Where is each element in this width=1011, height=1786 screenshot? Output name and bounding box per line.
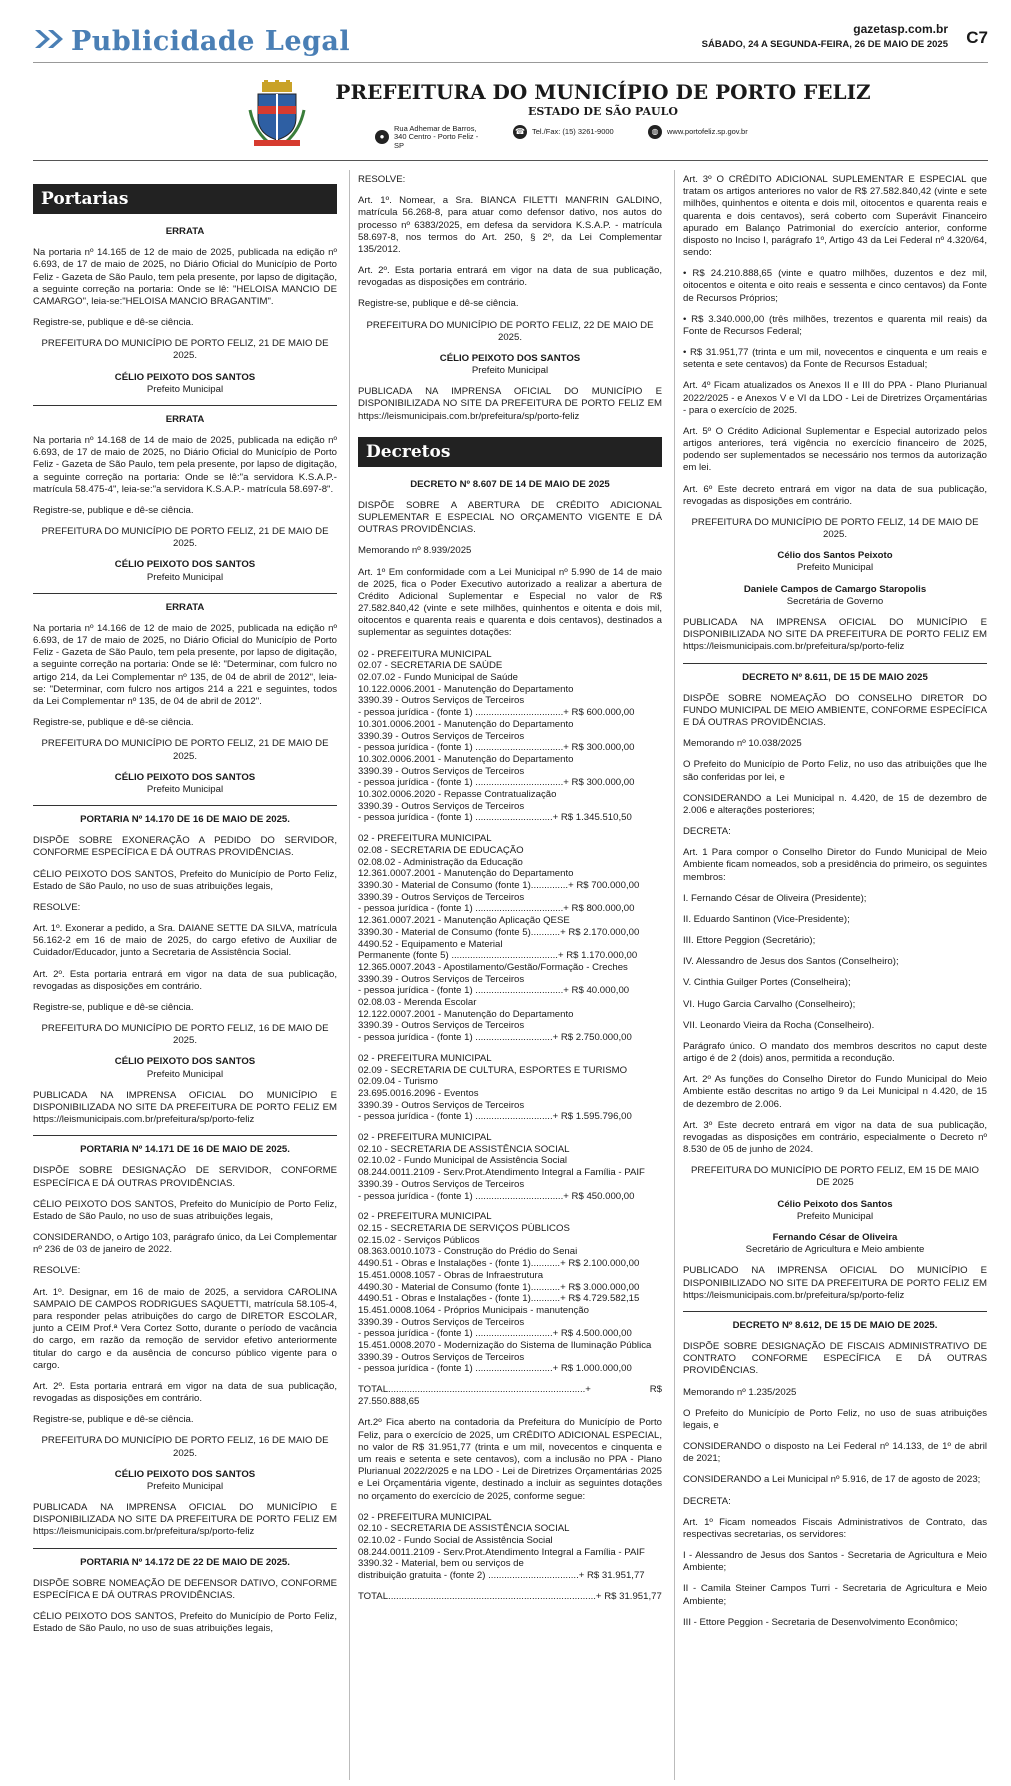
budget-line: 02 - PREFEITURA MUNICIPAL (358, 1132, 492, 1144)
signatory-name: CÉLIO PEIXOTO DOS SANTOS (114, 1056, 256, 1068)
budget-line: 3390.39 - Outros Serviços de Terceiros (358, 730, 525, 742)
budget-line: 02 - PREFEITURA MUNICIPAL (358, 648, 492, 660)
paragraph: PUBLICADA NA IMPRENSA OFICIAL DO MUNICÍPIO E DISPONIBILIZADA NO SITE DA PREFEITURA DE PORTO FELIZ EM https://leismunicipais.com.br/prefeitura/sp/porto-feliz (358, 386, 662, 422)
paragraph: O Prefeito do Município de Porto Feliz, no uso das atribuições que lhe são conferidas por lei, e (683, 759, 987, 783)
paragraph: TOTAL..............................................................................+ R$ 31.951,77 (358, 1590, 662, 1602)
signatory-role: Prefeito Municipal (146, 1480, 224, 1492)
section-separator (33, 805, 337, 806)
budget-line: 4490.51 - Obras e Instalações - (fonte 1)...........+ R$ 2.100.000,00 (358, 1258, 640, 1270)
budget-line: 3390.39 - Outros Serviços de Terceiros (358, 1351, 525, 1363)
paragraph: CONSIDERANDO o disposto na Lei Federal nº 14.133, de 1º de abril de 2021; (683, 1441, 987, 1465)
paragraph: Art. 2º. Esta portaria entrará em vigor na data de sua publicação, revogadas as disposições em contrário. (33, 1380, 337, 1405)
paragraph: Art. 3º Este decreto entrará em vigor na data de sua publicação, revogadas as disposições em contrário, especialmente o Decreto nº 8.530 de 05 de junho de 2024. (683, 1119, 987, 1156)
budget-allocation (358, 1512, 662, 1582)
budget-line: - pessoa jurídica - (fonte 1) .................................+ R$ 300.000,00 (358, 742, 635, 754)
paragraph: PUBLICADO NA IMPRENSA OFICIAL DO MUNICÍPIO E DISPONIBILIZADO NO SITE DA PREFEITURA DE PORTO FELIZ EM https://leismunicipais.com.br/prefeitura/sp/porto-feliz (683, 1265, 987, 1301)
act-heading: PORTARIA Nº 14.172 DE 22 DE MAIO DE 2025. (80, 1556, 290, 1568)
paragraph: DECRETA: (683, 826, 731, 838)
phone-block: ☎ Tel./Fax: (15) 3261-9000 (513, 125, 633, 139)
signatory-name: CÉLIO PEIXOTO DOS SANTOS (114, 559, 256, 571)
act-heading: PORTARIA Nº 14.171 DE 16 DE MAIO DE 2025. (80, 1144, 290, 1156)
budget-line: 10.302.0006.2020 - Repasse Contratualização (358, 789, 557, 801)
budget-line: 02.10.02 - Fundo Social de Assistência Social (358, 1535, 553, 1547)
budget-line: 12.361.0007.2021 - Manutenção Aplicação QESE (358, 915, 570, 927)
masthead (33, 70, 988, 158)
paragraph: CÉLIO PEIXOTO DOS SANTOS, Prefeito do Município de Porto Feliz, Estado de São Paulo, no uso de suas atribuições legais, (33, 1198, 337, 1222)
act-heading: ERRATA (165, 601, 205, 613)
paragraph: Memorando nº 8.939/2025 (358, 545, 472, 557)
paragraph: I - Alessandro de Jesus dos Santos - Secretaria de Agricultura e Meio Ambiente; (683, 1550, 987, 1574)
website-block[interactable]: ◍ www.portofeliz.sp.gov.br (648, 125, 798, 139)
budget-line: 3390.39 - Outros Serviços de Terceiros (358, 765, 525, 777)
signature-block (33, 1056, 337, 1080)
signatory-name: CÉLIO PEIXOTO DOS SANTOS (114, 771, 256, 783)
double-chevron-icon (33, 26, 71, 57)
paragraph: • R$ 24.210.888,65 (vinte e quatro milhões, duzentos e dez mil, oitocentos e oitenta e oito reais e sessenta e cinco centavos) da Fonte de Recursos Próprios; (683, 268, 987, 304)
paragraph: DECRETA: (683, 1495, 731, 1507)
budget-line: 02.08 - SECRETARIA DE EDUCAÇÃO (358, 844, 524, 856)
paragraph: DISPÕE SOBRE NOMEAÇÃO DO CONSELHO DIRETOR DO FUNDO MUNICIPAL DE MEIO AMBIENTE, CONFORME ESPECÍFICA E DÁ OUTRAS PROVIDÊNCIAS. (683, 692, 987, 729)
budget-line: 3390.39 - Outros Serviços de Terceiros (358, 973, 525, 985)
budget-line: 3390.30 - Material de Consumo (fonte 5)...........+ R$ 2.170.000,00 (358, 926, 640, 938)
budget-line: 12.122.0007.2001 - Manutenção do Departamento (358, 1008, 574, 1020)
budget-line: 02.15.02 - Serviços Públicos (358, 1234, 480, 1246)
paragraph: I. Fernando César de Oliveira (Presidente); (683, 892, 867, 904)
paragraph: Parágrafo único. O mandato dos membros descritos no caput deste artigo é de 2 (dois) anos, permitida a recondução. (683, 1040, 987, 1065)
budget-line: 02.09.04 - Turismo (358, 1076, 438, 1088)
paragraph: II - Camila Steiner Campos Turri - Secretaria de Agricultura e Meio Ambiente; (683, 1583, 987, 1607)
act-heading: DECRETO Nº 8.612, DE 15 DE MAIO DE 2025. (732, 1319, 938, 1331)
paragraph: Art. 3º O CRÉDITO ADICIONAL SUPLEMENTAR E ESPECIAL que tratam os artigos anteriores no valor de R$ 27.582.840,42 (vinte e sete milhões, quinhentos e oitenta e dois mil, oitocentos e quarenta reais e quarenta e dois centavos), será coberto com Superávit Financeiro apurado em Balanço Patrimonial do exercício anterior, conforme disposto no Inciso I, parágrafo 1º, Artigo 43 da Lei Federal nº 4.320/64, sendo: (683, 174, 987, 259)
budget-allocation (358, 1211, 662, 1375)
paragraph: Art. 2º. Esta portaria entrará em vigor na data de sua publicação, revogadas as disposições em contrário. (358, 265, 662, 289)
signatory-role: Secretária de Governo (786, 595, 884, 607)
act-heading: DECRETO Nº 8.607 DE 14 DE MAIO DE 2025 (410, 478, 610, 490)
act-heading: ERRATA (165, 226, 205, 237)
column-divider (349, 170, 350, 1780)
signatory-name: CÉLIO PEIXOTO DOS SANTOS (114, 371, 256, 383)
edition-date: SÁBADO, 24 A SEGUNDA-FEIRA, 26 DE MAIO DE 2025 (701, 39, 948, 50)
paragraph: Art. 1º. Nomear, a Sra. BIANCA FILETTI MANFRIN GALDINO, matrícula 56.268-8, para atuar como defensor dativo, nos autos do processo nº 6383/2025, em defesa da servidora K.S.A.P. - matrícula 58.697-8, nos termos do Art. 250, § 2º, da Lei Complementar 135/2012. (358, 195, 662, 255)
site-url[interactable]: gazetasp.com.br (853, 22, 948, 36)
budget-line: 15.451.0008.2070 - Modernização do Sistema de Iluminação Pública (358, 1340, 652, 1352)
budget-line: 3390.39 - Outros Serviços de Terceiros (358, 1099, 525, 1111)
budget-line: 3390.39 - Outros Serviços de Terceiros (358, 695, 525, 707)
budget-line: 02.07 - SECRETARIA DE SAÚDE (358, 660, 503, 672)
budget-line: 3390.39 - Outros Serviços de Terceiros (358, 1178, 525, 1190)
budget-line: 02 - PREFEITURA MUNICIPAL (358, 1211, 492, 1223)
budget-line: - pessoa jurídica - (fonte 1) .............................+ R$ 1.000.000,00 (358, 1363, 632, 1375)
signatory-role: Prefeito Municipal (796, 562, 874, 574)
paragraph: Registre-se, publique e dê-se ciência. (33, 1001, 194, 1013)
budget-line: 02 - PREFEITURA MUNICIPAL (358, 833, 492, 845)
budget-line: 10.302.0006.2001 - Manutenção do Departamento (358, 753, 574, 765)
address-block: ● Rua Adhemar de Barros, 340 Centro - Porto Feliz - SP (375, 125, 485, 150)
budget-line: 4490.51 - Obras e Instalações - (fonte 1)...........+ R$ 4.729.582,15 (358, 1293, 640, 1305)
budget-allocation (358, 1053, 662, 1123)
signature-block (33, 559, 337, 583)
budget-line: Permanente (fonte 5) ........................................+ R$ 1.170.000,00 (358, 950, 638, 962)
paragraph: Art. 1 Para compor o Conselho Diretor do Fundo Municipal de Meio Ambiente ficam nomeados, sob a presidência do primeiro, os seguintes membros: (683, 847, 987, 883)
paragraph: Registre-se, publique e dê-se ciência. (33, 1414, 194, 1426)
section-heading: Decretos (358, 437, 662, 467)
location-pin-icon: ● (375, 130, 389, 144)
budget-line: 15.451.0008.1064 - Próprios Municipais - manutenção (358, 1304, 589, 1316)
paragraph: CÉLIO PEIXOTO DOS SANTOS, Prefeito do Município de Porto Feliz, Estado de São Paulo, no uso de suas atribuições legais, (33, 868, 337, 892)
budget-line: 02.15 - SECRETARIA DE SERVIÇOS PÚBLICOS (358, 1222, 570, 1234)
place-date-line: PREFEITURA DO MUNICÍPIO DE PORTO FELIZ, 21 DE MAIO DE 2025. (41, 338, 329, 362)
budget-line: 3390.39 - Outros Serviços de Terceiros (358, 800, 525, 812)
budget-line: 08.363.0010.1073 - Construção do Prédio do Senai (358, 1246, 578, 1258)
budget-line: distribuição gratuita - (fonte 2) ..................................+ R$ 31.951,77 (358, 1570, 645, 1582)
paragraph: Registre-se, publique e dê-se ciência. (33, 317, 194, 329)
paragraph: III. Ettore Peggion (Secretário); (683, 935, 816, 947)
place-date-line: PREFEITURA DO MUNICÍPIO DE PORTO FELIZ, 16 DE MAIO DE 2025. (41, 1023, 329, 1047)
paragraph: II. Eduardo Santinon (Vice-Presidente); (683, 913, 850, 925)
globe-icon: ◍ (648, 125, 662, 139)
paragraph: CONSIDERANDO, o Artigo 103, parágrafo único, da Lei Complementar nº 236 de 03 de janeiro de 2022. (33, 1232, 337, 1256)
budget-line: - pessoa jurídica - (fonte 1) .................................+ R$ 600.000,00 (358, 707, 635, 719)
paragraph: DISPÕE SOBRE NOMEAÇÃO DE DEFENSOR DATIVO, CONFORME ESPECÍFICA E DÁ OUTRAS PROVIDÊNCIAS. (33, 1577, 337, 1601)
place-date-line: PREFEITURA DO MUNICÍPIO DE PORTO FELIZ, 14 DE MAIO DE 2025. (691, 516, 979, 541)
budget-line: - pessoa jurídica - (fonte 1) .................................+ R$ 40.000,00 (358, 985, 630, 997)
masthead-subtitle: ESTADO DE SÃO PAULO (528, 105, 678, 118)
section-separator (33, 1135, 337, 1136)
paragraph: PUBLICADA NA IMPRENSA OFICIAL DO MUNICÍPIO E DISPONIBILIZADA NO SITE DA PREFEITURA DE PORTO FELIZ EM https://leismunicipais.com.br/prefeitura/sp/porto-feliz (33, 1089, 337, 1126)
paragraph: Art. 2º. Esta portaria entrará em vigor na data de sua publicação, revogadas as disposições em contrário. (33, 968, 337, 992)
budget-line: - pessoa jurídica - (fonte 1) .............................+ R$ 4.500.000,00 (358, 1328, 632, 1340)
signatory-name: Fernando César de Oliveira (772, 1232, 898, 1243)
paragraph: Memorando nº 10.038/2025 (683, 738, 802, 750)
paragraph: PUBLICADA NA IMPRENSA OFICIAL DO MUNICÍPIO E DISPONIBILIZADA NO SITE DA PREFEITURA DE PORTO FELIZ EM https://leismunicipais.com.br/prefeitura/sp/porto-feliz (33, 1502, 337, 1538)
paragraph: CÉLIO PEIXOTO DOS SANTOS, Prefeito do Município de Porto Feliz, Estado de São Paulo, no uso de suas atribuições legais, (33, 1611, 337, 1635)
paragraph: O Prefeito do Município de Porto Feliz, no uso de suas atribuições legais, e (683, 1407, 987, 1431)
paragraph: PUBLICADA NA IMPRENSA OFICIAL DO MUNICÍPIO E DISPONIBILIZADA NO SITE DA PREFEITURA DE PORTO FELIZ EM https://leismunicipais.com.br/prefeitura/sp/porto-feliz (683, 616, 987, 653)
paragraph: • R$ 3.340.000,00 (três milhões, trezentos e quarenta mil reais) da Fonte de Recursos Federal; (683, 313, 987, 337)
budget-line: 02.10.02 - Fundo Municipal de Assistência Social (358, 1155, 568, 1167)
signatory-role: Prefeito Municipal (146, 1068, 224, 1080)
signatory-name: Daniele Campos de Camargo Staropolis (743, 583, 927, 595)
place-date-line: PREFEITURA DO MUNICÍPIO DE PORTO FELIZ, EM 15 DE MAIO DE 2025 (690, 1165, 980, 1189)
column-divider (674, 170, 675, 1780)
signatory-name: Célio Peixoto dos Santos (777, 1198, 893, 1210)
section-separator (683, 663, 987, 664)
paragraph: Art. 4º Ficam atualizados os Anexos II e III do PPA - Plano Plurianual 2022/2025 - e Anexos V e VI da LDO - Lei de Diretrizes Orçamentárias - para o exercício de 2025. (683, 380, 987, 416)
masthead-title: PREFEITURA DO MUNICÍPIO DE PORTO FELIZ (335, 80, 871, 104)
paragraph: Na portaria nº 14.168 de 14 de maio de 2025, publicada na edição nº 6.693, de 17 de maio de 2025, no Diário Oficial do Município de Porto Feliz - Gazeta de São Paulo, tem pela presente, por lapso de digitação, a seguinte correção na portaria: Onde se lê:"a servidora K.S.A.P.- matrícula 58.475-4", leia-se:"a servidora K.S.A.P.- matrícula 58.697-8". (33, 435, 337, 495)
budget-line: 3390.39 - Outros Serviços de Terceiros (358, 1316, 525, 1328)
paragraph: Na portaria nº 14.166 de 12 de maio de 2025, publicada na edição nº 6.693, de 17 de maio de 2025, no Diário Oficial do Município de Porto Feliz - Gazeta de São Paulo, tem pela presente, por lapso de digitação, a seguinte correção na portaria: Onde se lê: "Determinar, com fulcro no artigo 214, da Lei Complementar nº 135, de 04 de abril de 2012", leia-se: "Determinar, com fulcro nos artigos 214 a 221 e seguintes, todos da Lei Complementar nº 135, de 04 de abril de 2012". (33, 622, 337, 707)
budget-line: 12.361.0007.2001 - Manutenção do Departamento (358, 868, 574, 880)
signatory-role: Prefeito Municipal (146, 383, 224, 395)
budget-line: 02.08.03 - Merenda Escolar (358, 997, 477, 1009)
signature-block (33, 372, 337, 396)
budget-line: 02.10 - SECRETARIA DE ASSISTÊNCIA SOCIAL (358, 1523, 570, 1535)
column-center (358, 174, 662, 1612)
paragraph: Registre-se, publique e dê-se ciência. (358, 298, 519, 310)
budget-line: 3390.30 - Material de Consumo (fonte 1)..............+ R$ 700.000,00 (358, 880, 640, 891)
budget-line: 08.244.0011.2109 - Serv.Prot.Atendimento Integral a Família - PAIF (358, 1167, 645, 1179)
page-header (33, 22, 988, 62)
paragraph: III - Ettore Peggion - Secretaria de Desenvolvimento Econômico; (683, 1616, 958, 1628)
budget-line: 4490.30 - Material de Consumo (fonte 1)...........+ R$ 3.000.000,00 (358, 1281, 640, 1293)
budget-line: 02.07.02 - Fundo Municipal de Saúde (358, 672, 519, 684)
budget-line: - pessoa jurídica - (fonte 1) .............................+ R$ 1.595.796,00 (358, 1111, 632, 1123)
signatory-role: Prefeito Municipal (471, 365, 549, 377)
signatory-name: Célio dos Santos Peixoto (777, 550, 893, 562)
paragraph: Art. 1º Ficam nomeados Fiscais Administrativos de Contrato, das respectivas secretarias, os servidores: (683, 1516, 987, 1540)
section-separator (33, 1548, 337, 1549)
budget-line: - pessoa jurídica - (fonte 1) .................................+ R$ 800.000,00 (358, 903, 635, 915)
signatory-role: Prefeito Municipal (146, 571, 224, 583)
signatory-name: CÉLIO PEIXOTO DOS SANTOS (439, 352, 581, 364)
budget-line: 10.122.0006.2001 - Manutenção do Departamento (358, 683, 574, 695)
signature-block (683, 550, 987, 574)
signatory-role: Prefeito Municipal (146, 783, 224, 795)
paragraph: Na portaria nº 14.165 de 12 de maio de 2025, publicada na edição nº 6.693, de 17 de maio de 2025, no Diário Oficial do Município de Porto Feliz - Gazeta de São Paulo, tem pela presente, por lapso de digitação, a seguinte correção na portaria: Onde se lê: "HELOISA MANCIO DE CAMARGO", leia-se:"HELOISA MANCIO BRAGANTIM". (33, 247, 337, 307)
section-heading: Portarias (33, 184, 337, 214)
paragraph: Memorando nº 1.235/2025 (683, 1386, 797, 1398)
header-rule (33, 62, 988, 63)
paragraph: Art. 1º. Exonerar a pedido, a Sra. DAIANE SETTE DA SILVA, matrícula 56.162-2 em 16 de maio de 2025, do cargo efetivo de Auxiliar de Cuidador/Educador, junto a Secretaria de Assistência Social. (33, 923, 337, 959)
paragraph: RESOLVE: (33, 901, 81, 913)
section-separator (33, 405, 337, 406)
paragraph: VI. Hugo Garcia Carvalho (Conselheiro); (683, 998, 856, 1010)
section-title: Publicidade Legal (33, 26, 350, 57)
paragraph: Art. 2º As funções do Conselho Diretor do Fundo Municipal do Meio Ambiente estão descritas no artigo 9 da Lei Municipal n 4.420, de 15 de dezembro de 2.006. (683, 1074, 987, 1110)
paragraph: Art. 1º Em conformidade com a Lei Municipal nº 5.990 de 14 de maio de 2025, fica o Poder Executivo autorizado a realizar a abertura de Crédito Adicional Suplementar e Especial no valor de R$ 27.582.840,42 (vinte e sete milhões, quinhentos e oitenta e dois mil, oitocentos e quarenta reais e quarenta e dois centavos), destinados a suplementar as seguintes dotações: (358, 566, 662, 639)
paragraph: Registre-se, publique e dê-se ciência. (33, 717, 194, 729)
masthead-rule (33, 160, 988, 161)
budget-line: 02.08.02 - Administração da Educação (358, 856, 523, 868)
paragraph: Art. 5º O Crédito Adicional Suplementar e Especial autorizado pelos artigos anteriores, terá vigência no exercício financeiro de 2025, podendo ser suplementados se necessário nos termos da autorização em lei. (683, 425, 987, 474)
budget-line: 3390.32 - Material, bem ou serviços de (358, 1558, 524, 1570)
signature-block (33, 772, 337, 796)
place-date-line: PREFEITURA DO MUNICÍPIO DE PORTO FELIZ, 22 DE MAIO DE 2025. (366, 319, 654, 343)
paragraph: Art. 1º. Designar, em 16 de maio de 2025, a servidora CAROLINA SAMPAIO DE CAMPOS RODRIGUES SAQUETTI, matrícula 58.105-4, para responder pelas atribuições do cargo de DIRETOR ESCOLAR, junto a CEIM Prof.ª Vera Cortez Sotto, durante o período de vacância do cargo, em razão da remoção de servidor efetivo anteriormente titular do cargo e da ausência de concurso público vigente para o cargo. (33, 1286, 337, 1371)
paragraph: • R$ 31.951,77 (trinta e um mil, novecentos e cinquenta e um reais e setenta e sete centavos) da Fonte de Recursos Estadual; (683, 347, 987, 371)
signature-block (33, 1469, 337, 1493)
budget-line: 02.10 - SECRETARIA DE ASSISTÊNCIA SOCIAL (358, 1143, 570, 1155)
paragraph: RESOLVE: (358, 174, 406, 185)
section-separator (683, 1311, 987, 1312)
page-number: C7 (966, 28, 988, 47)
paragraph: TOTAL..........................................................................+ R$ 27.550.888,65 (358, 1384, 662, 1408)
section-separator (33, 593, 337, 594)
paragraph: Registre-se, publique e dê-se ciência. (33, 504, 194, 516)
paragraph: CONSIDERANDO a Lei Municipal n. 4.420, de 15 de dezembro de 2.006 e alterações posteriores; (683, 792, 987, 816)
paragraph: DISPÕE SOBRE DESIGNAÇÃO DE FISCAIS ADMINISTRATIVO DE CONTRATO CONFORME ESPECÍFICA E DÁ OUTRAS PROVIDÊNCIAS. (683, 1341, 987, 1377)
budget-line: - pessoa jurídica - (fonte 1) .................................+ R$ 300.000,00 (358, 777, 635, 789)
paragraph: VII. Leonardo Vieira da Rocha (Conselheiro). (683, 1019, 875, 1031)
signatory-role: Secretário de Agricultura e Meio ambiente (745, 1244, 925, 1256)
budget-line: 08.244.0011.2109 - Serv.Prot.Atendimento Integral a Família - PAIF (358, 1546, 645, 1558)
paragraph: DISPÕE SOBRE DESIGNAÇÃO DE SERVIDOR, CONFORME ESPECÍFICA E DÁ OUTRAS PROVIDÊNCIAS. (33, 1165, 337, 1189)
budget-allocation (358, 1132, 662, 1202)
budget-line: 10.301.0006.2001 - Manutenção do Departamento (358, 718, 574, 730)
coat-of-arms-icon (248, 80, 306, 146)
column-right (683, 174, 987, 1638)
budget-line: 02.09 - SECRETARIA DE CULTURA, ESPORTES E TURISMO (358, 1064, 628, 1076)
paragraph: V. Cinthia Guilger Portes (Conselheira); (683, 977, 851, 989)
column-left (33, 170, 337, 1644)
place-date-line: PREFEITURA DO MUNICÍPIO DE PORTO FELIZ, 21 DE MAIO DE 2025. (41, 526, 329, 550)
signatory-role: Prefeito Municipal (796, 1210, 874, 1222)
budget-allocation (358, 649, 662, 825)
phone-icon: ☎ (513, 125, 527, 139)
paragraph: CONSIDERANDO a Lei Municipal nº 5.916, de 17 de agosto de 2023; (683, 1474, 981, 1486)
place-date-line: PREFEITURA DO MUNICÍPIO DE PORTO FELIZ, 16 DE MAIO DE 2025. (41, 1435, 329, 1459)
budget-line: 4490.52 - Equipamento e Material (358, 938, 503, 950)
paragraph: IV. Alessandro de Jesus dos Santos (Conselheiro); (683, 956, 899, 968)
budget-line: 02 - PREFEITURA MUNICIPAL (358, 1052, 492, 1064)
budget-line: - pessoa jurídica - (fonte 1) .............................+ R$ 1.345.510,50 (358, 812, 632, 824)
signature-block (358, 353, 662, 377)
budget-line: 23.695.0016.2096 - Eventos (358, 1087, 479, 1099)
budget-line: 12.365.0007.2043 - Apostilamento/Gestão/Formação - Creches (358, 961, 628, 973)
paragraph: DISPÕE SOBRE A ABERTURA DE CRÉDITO ADICIONAL SUPLEMENTAR E ESPECIAL NO ORÇAMENTO VIGENTE E DÁ OUTRAS PROVIDÊNCIAS. (358, 499, 662, 536)
paragraph: Art. 6º Este decreto entrará em vigor na data de sua publicação, revogadas as disposições em contrário. (683, 483, 987, 507)
budget-allocation (358, 833, 662, 1044)
signature-block (683, 1199, 987, 1223)
signature-block (683, 584, 987, 608)
place-date-line: PREFEITURA DO MUNICÍPIO DE PORTO FELIZ, 21 DE MAIO DE 2025. (41, 738, 329, 762)
budget-line: 3390.39 - Outros Serviços de Terceiros (358, 891, 525, 903)
budget-line: 15.451.0008.1057 - Obras de Infraestrutura (358, 1269, 544, 1281)
budget-line: - pessoa jurídica - (fonte 1) .............................+ R$ 2.750.000,00 (358, 1032, 632, 1044)
budget-line: - pessoa jurídica - (fonte 1) .................................+ R$ 450.000,00 (358, 1190, 635, 1202)
signatory-name: CÉLIO PEIXOTO DOS SANTOS (114, 1468, 256, 1480)
budget-line: 02 - PREFEITURA MUNICIPAL (358, 1511, 492, 1523)
paragraph: RESOLVE: (33, 1265, 81, 1277)
paragraph: DISPÕE SOBRE EXONERAÇÃO A PEDIDO DO SERVIDOR, CONFORME ESPECÍFICA E DÁ OUTRAS PROVIDÊNCIAS. (33, 835, 337, 859)
paragraph: Art.2º Fica aberto na contadoria da Prefeitura do Município de Porto Feliz, para o exercício de 2025, um CRÉDITO ADICIONAL ESPECIAL, no valor de R$ 31.951,77 (trinta e um mil, novecentos e cinquenta e um reais e setenta e sete centavos), com a inclusão no PPA - Plano Plurianual 2022/2025 e na LDO - Lei de Diretrizes Orçamentárias 2025 e Lei Orçamentária vigente, destinado a incluir as seguintes dotações no orçamento do exercício de 2025, conforme segue: (358, 1417, 662, 1502)
act-heading: DECRETO Nº 8.611, DE 15 DE MAIO 2025 (742, 671, 928, 683)
signature-block (683, 1232, 987, 1256)
act-heading: PORTARIA Nº 14.170 DE 16 DE MAIO DE 2025. (80, 814, 290, 826)
act-heading: ERRATA (165, 413, 205, 425)
budget-line: 3390.39 - Outros Serviços de Terceiros (358, 1020, 525, 1032)
